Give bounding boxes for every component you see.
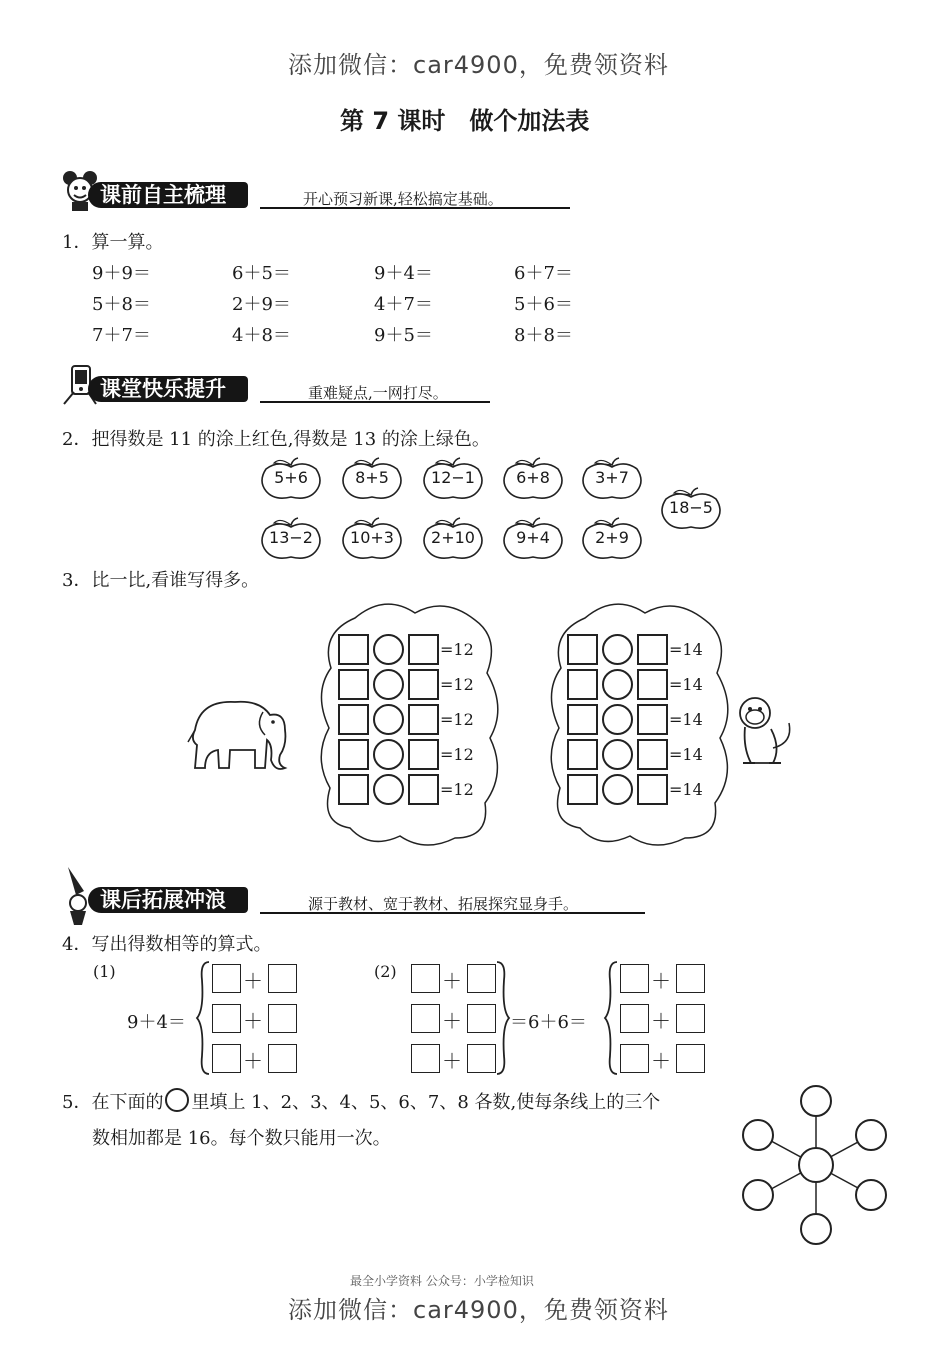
plus-sign: ＋	[442, 969, 462, 993]
section-label: 课后拓展冲浪	[88, 887, 248, 913]
result-label: =12	[440, 780, 474, 799]
answer-box[interactable]	[467, 1004, 496, 1033]
section-subtitle: 源于教材、宽于教材、拓展探究显身手。	[308, 895, 579, 913]
number-star-diagram	[736, 1083, 896, 1248]
answer-box[interactable]	[676, 1044, 705, 1073]
section-subtitle: 开心预习新课,轻松搞定基础。	[303, 190, 503, 208]
section-banner-preview	[60, 180, 580, 210]
answer-box[interactable]	[338, 634, 369, 665]
operator-circle[interactable]	[602, 669, 633, 700]
number-circle-upper-right	[856, 1120, 886, 1150]
watermark-bottom: 添加微信：car4900，免费领资料	[288, 1296, 669, 1324]
answer-box[interactable]	[338, 774, 369, 805]
answer-box[interactable]	[467, 964, 496, 993]
answer-box[interactable]	[408, 774, 439, 805]
apple-item[interactable]: 2+9	[581, 517, 643, 561]
equation: 7＋7＝	[92, 325, 151, 346]
number-circle-lower-right	[856, 1180, 886, 1210]
lesson-title: 第 7 课时 做个加法表	[340, 107, 590, 135]
answer-box[interactable]	[620, 1004, 649, 1033]
plus-sign: ＋	[651, 1009, 671, 1033]
plus-sign: ＋	[442, 1049, 462, 1073]
apple-item[interactable]: 10+3	[341, 517, 403, 561]
number-circle-upper-left	[743, 1120, 773, 1150]
answer-box[interactable]	[620, 964, 649, 993]
part-1-label: (1)	[93, 962, 116, 981]
answer-box[interactable]	[567, 704, 598, 735]
apple-item[interactable]: 2+10	[422, 517, 484, 561]
answer-box[interactable]	[620, 1044, 649, 1073]
part-2-middle-expression: ＝6＋6＝	[510, 1012, 587, 1033]
answer-box[interactable]	[676, 1004, 705, 1033]
answer-box[interactable]	[411, 1044, 440, 1073]
operator-circle[interactable]	[602, 774, 633, 805]
result-label: =14	[669, 640, 703, 659]
footer-partial-text: 最全小学资料 公众号：小学检知识	[350, 1274, 534, 1288]
equation: 4＋8＝	[232, 325, 291, 346]
question-3-prompt: 3．比一比,看谁写得多。	[62, 570, 260, 591]
equation: 9＋9＝	[92, 263, 151, 284]
operator-circle[interactable]	[373, 634, 404, 665]
answer-box[interactable]	[212, 1004, 241, 1033]
apple-item[interactable]: 3+7	[581, 457, 643, 501]
answer-box[interactable]	[268, 1044, 297, 1073]
apple-item[interactable]: 18−5	[660, 487, 722, 531]
equation: 6＋7＝	[514, 263, 573, 284]
plus-sign: ＋	[243, 969, 263, 993]
operator-circle[interactable]	[602, 704, 633, 735]
answer-box[interactable]	[637, 739, 668, 770]
answer-box[interactable]	[567, 669, 598, 700]
answer-box[interactable]	[408, 739, 439, 770]
plus-sign: ＋	[243, 1049, 263, 1073]
section-label: 课前自主梳理	[88, 182, 248, 208]
result-label: =12	[440, 675, 474, 694]
number-circle-center	[799, 1148, 833, 1182]
question-4-prompt: 4．写出得数相等的算式。	[62, 934, 272, 955]
answer-box[interactable]	[212, 1044, 241, 1073]
brace-left-3	[604, 960, 618, 1076]
result-label: =12	[440, 745, 474, 764]
number-circle-lower-left	[743, 1180, 773, 1210]
answer-box[interactable]	[408, 704, 439, 735]
answer-box[interactable]	[676, 964, 705, 993]
answer-box[interactable]	[637, 704, 668, 735]
answer-box[interactable]	[567, 774, 598, 805]
result-label: =14	[669, 780, 703, 799]
answer-box[interactable]	[408, 669, 439, 700]
operator-circle[interactable]	[602, 739, 633, 770]
answer-box[interactable]	[637, 669, 668, 700]
question-2-prompt: 2．把得数是 11 的涂上红色,得数是 13 的涂上绿色。	[62, 429, 490, 450]
part-1-expression: 9＋4＝	[127, 1012, 186, 1033]
answer-box[interactable]	[637, 774, 668, 805]
plus-sign: ＋	[651, 1049, 671, 1073]
apple-item[interactable]: 8+5	[341, 457, 403, 501]
answer-box[interactable]	[567, 739, 598, 770]
result-label: =14	[669, 675, 703, 694]
answer-box[interactable]	[212, 964, 241, 993]
question-5-prompt-line2: 数相加都是 16。每个数只能用一次。	[92, 1128, 391, 1149]
result-label: =14	[669, 745, 703, 764]
answer-box[interactable]	[338, 704, 369, 735]
equation: 5＋6＝	[514, 294, 573, 315]
operator-circle[interactable]	[373, 669, 404, 700]
operator-circle[interactable]	[373, 739, 404, 770]
brace-left-1	[196, 960, 210, 1076]
apple-item[interactable]: 13−2	[260, 517, 322, 561]
operator-circle[interactable]	[373, 774, 404, 805]
answer-box[interactable]	[411, 1004, 440, 1033]
result-label: =12	[440, 640, 474, 659]
plus-sign: ＋	[243, 1009, 263, 1033]
operator-circle[interactable]	[602, 634, 633, 665]
question-1-prompt: 1．算一算。	[62, 232, 164, 253]
number-circle-top	[801, 1086, 831, 1116]
number-circle-bottom	[801, 1214, 831, 1244]
section-banner-classroom	[60, 374, 500, 404]
apple-item[interactable]: 5+6	[260, 457, 322, 501]
section-banner-extension	[60, 885, 650, 915]
answer-box[interactable]	[268, 964, 297, 993]
watermark-top: 添加微信：car4900，免费领资料	[288, 51, 669, 79]
answer-box[interactable]	[338, 739, 369, 770]
apple-item[interactable]: 9+4	[502, 517, 564, 561]
answer-box[interactable]	[338, 669, 369, 700]
plus-sign: ＋	[442, 1009, 462, 1033]
operator-circle[interactable]	[373, 704, 404, 735]
equation: 6＋5＝	[232, 263, 291, 284]
question-5-prompt-line1: 5．在下面的 里填上 1、2、3、4、5、6、7、8 各数,使每条线上的三个	[62, 1088, 660, 1114]
brace-right-2	[496, 960, 510, 1076]
result-label: =12	[440, 710, 474, 729]
equation: 9＋5＝	[374, 325, 433, 346]
monkey-icon	[733, 693, 795, 768]
equation: 4＋7＝	[374, 294, 433, 315]
answer-box[interactable]	[268, 1004, 297, 1033]
answer-box[interactable]	[567, 634, 598, 665]
result-label: =14	[669, 710, 703, 729]
answer-box[interactable]	[411, 964, 440, 993]
answer-box[interactable]	[467, 1044, 496, 1073]
elephant-icon	[185, 690, 297, 775]
answer-box[interactable]	[637, 634, 668, 665]
equation: 8＋8＝	[514, 325, 573, 346]
answer-box[interactable]	[408, 634, 439, 665]
section-label: 课堂快乐提升	[88, 376, 248, 402]
part-2-label: (2)	[374, 962, 397, 981]
equation: 2＋9＝	[232, 294, 291, 315]
equation: 9＋4＝	[374, 263, 433, 284]
apple-item[interactable]: 6+8	[502, 457, 564, 501]
apple-item[interactable]: 12−1	[422, 457, 484, 501]
plus-sign: ＋	[651, 969, 671, 993]
section-subtitle: 重难疑点,一网打尽。	[308, 384, 448, 402]
equation: 5＋8＝	[92, 294, 151, 315]
circle-symbol-icon	[165, 1088, 189, 1112]
